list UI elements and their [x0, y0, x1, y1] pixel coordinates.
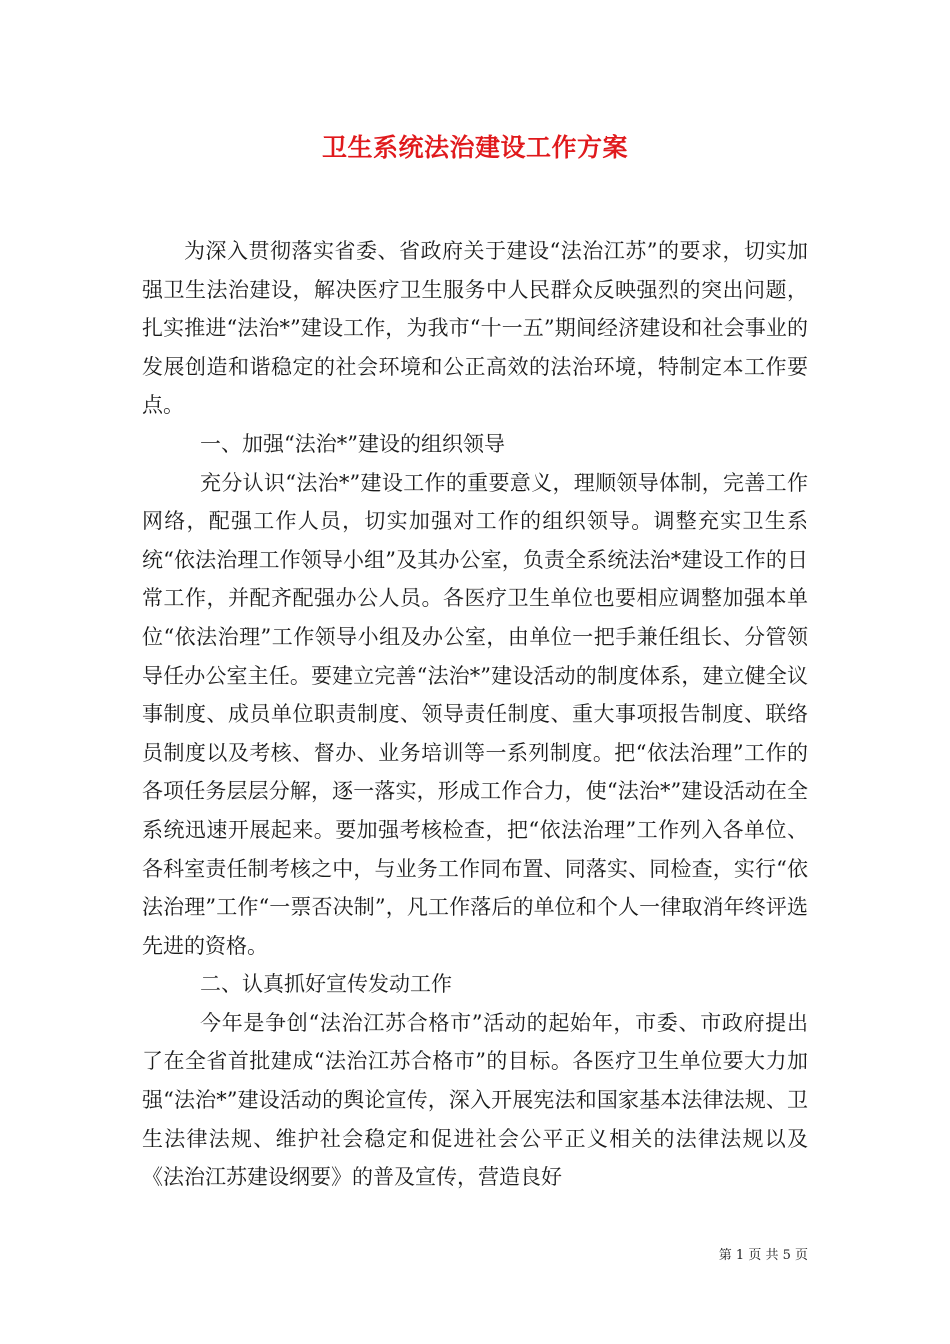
paragraph-intro: 为深入贯彻落实省委、省政府关于建设“法治江苏”的要求，切实加强卫生法治建设，解决医疗卫生服务中人民群众反映强烈的突出问题，扎实推进“法治*”建设工作，为我市“十一五”期间经济建设和社会事业的发展创造和谐稳定的社会环境和公正高效的法治环境，特制定本工作要点。 — [142, 239, 808, 418]
document-title: 卫生系统法治建设工作方案 — [321, 133, 628, 162]
paragraph-section-1: 充分认识“法治*”建设工作的重要意义，理顺领导体制，完善工作网络，配强工作人员，切实加强对工作的组织领导。调整充实卫生系统“依法治理工作领导小组”及其办公室，负责全系统法治*建设工作的日常工作，并配齐配强办公人员。各医疗卫生单位也要相应调整加强本单位“依法治理”工作领导小组及办公室，由单位一把手兼任组长、分管领导任办公室主任。要建立完善“法治*”建设活动的制度体系，建立健全议事制度、成员单位职责制度、领导责任制度、重大事项报告制度、联络员制度以及考核、督办、业务培训等一系列制度。把“依法治理”工作的各项任务层层分解，逐一落实，形成工作合力，使“法治*”建设活动在全系统迅速开展起来。要加强考核检查，把“依法治理”工作列入各单位、各科室责任制考核之中，与业务工作同布置、同落实、同检查，实行“依法治理”工作“一票否决制”，凡工作落后的单位和个人一律取消年终评选先进的资格。 — [142, 470, 808, 958]
section-heading-2: 二、认真抓好宣传发动工作 — [200, 972, 452, 997]
document-body — [142, 232, 808, 1197]
page-number: 第 1 页 共 5 页 — [718, 1248, 808, 1263]
section-heading-1: 一、加强“法治*”建设的组织领导 — [200, 431, 505, 456]
paragraph-section-2: 今年是争创“法治江苏合格市”活动的起始年，市委、市政府提出了在全省首批建成“法治江苏合格市”的目标。各医疗卫生单位要大力加强“法治*”建设活动的舆论宣传，深入开展宪法和国家基本法律法规、卫生法律法规、维护社会稳定和促进社会公平正义相关的法律法规以及《法治江苏建设纲要》的普及宣传，营造良好 — [142, 1010, 808, 1190]
